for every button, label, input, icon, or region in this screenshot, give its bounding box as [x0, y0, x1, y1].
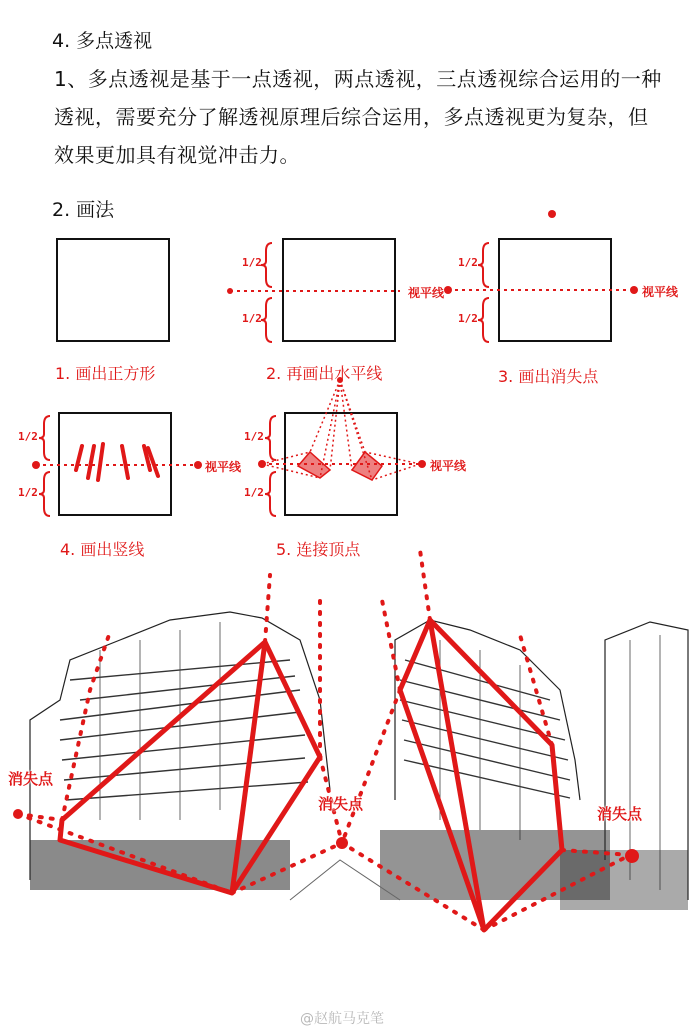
- step3-caption: 3. 画出消失点: [498, 367, 599, 386]
- intro-paragraph: 1、多点透视是基于一点透视，两点透视，三点透视综合运用的一种透视，需要充分了解透视原理后综合运用，多点透视更为复杂，但效果更加具有视觉冲击力。: [54, 67, 662, 167]
- horizon-label: 视平线: [430, 459, 467, 473]
- half-label: 1/2: [18, 486, 38, 499]
- horizon-label: 视平线: [408, 286, 445, 300]
- half-label: 1/2: [458, 256, 478, 269]
- half-label: 1/2: [244, 430, 264, 443]
- horizon-label: 视平线: [642, 285, 679, 299]
- step5-caption: 5. 连接顶点: [276, 540, 361, 559]
- half-label: 1/2: [244, 486, 264, 499]
- vanishing-point-label-left: 消失点: [8, 770, 54, 788]
- vanishing-point-label-center: 消失点: [318, 795, 364, 813]
- section-title: 4. 多点透视: [52, 30, 153, 52]
- half-label: 1/2: [18, 430, 38, 443]
- step4-caption: 4. 画出竖线: [60, 540, 145, 559]
- vanishing-point-label-right: 消失点: [597, 805, 643, 823]
- watermark: @赵航马克笔: [300, 1011, 384, 1027]
- half-label: 1/2: [242, 312, 262, 325]
- step1-caption: 1. 画出正方形: [55, 364, 156, 383]
- step2-caption: 2. 再画出水平线: [266, 364, 383, 383]
- half-label: 1/2: [458, 312, 478, 325]
- horizon-label: 视平线: [205, 460, 242, 474]
- half-label: 1/2: [242, 256, 262, 269]
- method-title: 2. 画法: [52, 199, 115, 221]
